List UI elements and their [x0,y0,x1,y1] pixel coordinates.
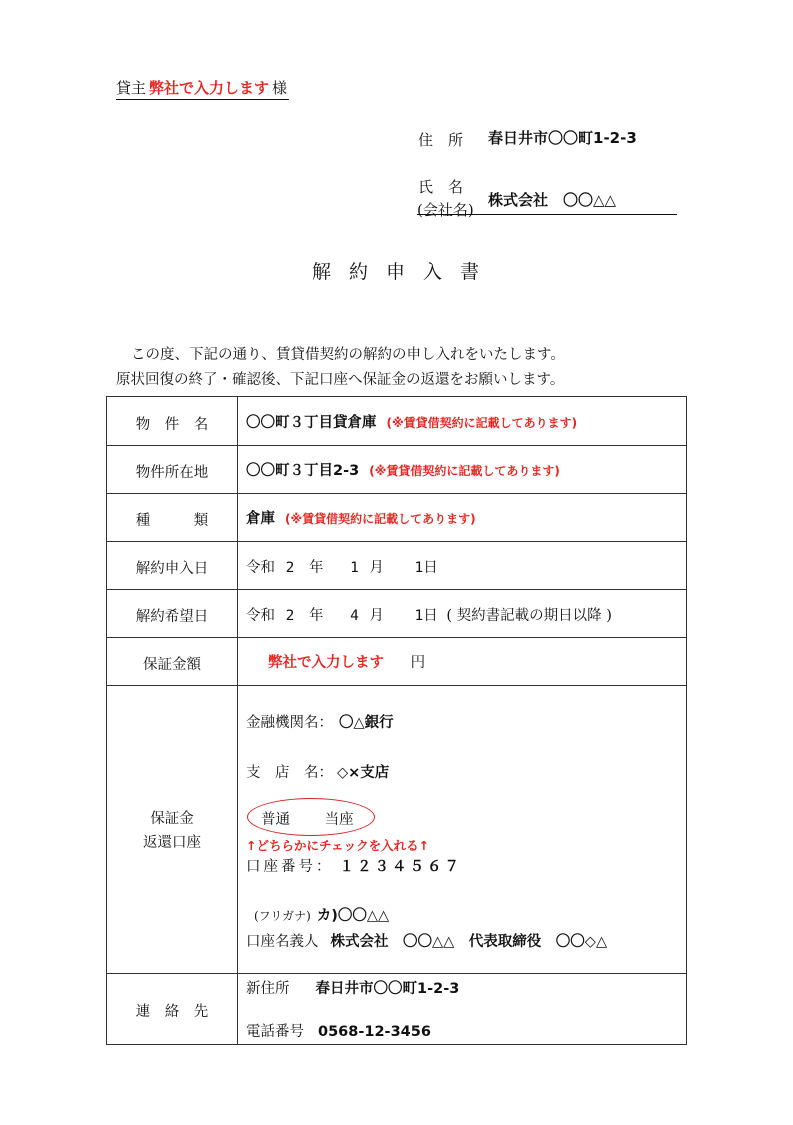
table-row-divider [107,637,686,638]
table-row-divider [107,685,686,686]
document-title: 解約申入書 [312,261,498,283]
type-label: 種 類 [135,513,209,529]
application-date-month-unit: 月 [369,560,384,576]
bank-label: 金融機関名： [246,715,333,731]
address-label: 住 所 [418,131,464,149]
application-date-day-unit: 日 [423,560,438,576]
property-name-note: (※賃貸借契約に記載してあります) [386,416,578,430]
account-type-ordinary[interactable]: 普通 [261,812,290,828]
desired-date-year: 2 [285,608,295,624]
account-holder-label: 口座名義人 [246,934,319,950]
application-table [106,396,687,1045]
desired-date-month: 4 [350,608,359,624]
furigana-label: (フリガナ) [254,909,311,923]
property-location-value: 〇〇町３丁目2-3 [246,463,360,479]
property-name-label: 物 件 名 [135,417,209,433]
phone-label: 電話番号 [246,1024,304,1040]
table-row-divider [107,973,686,974]
lender-prefix: 貸主 [116,79,147,97]
account-type-hint: ↑どちらかにチェックを入れる↑ [246,838,430,853]
furigana-value: カ)〇〇△△ [316,908,390,924]
account-number-row [246,855,462,876]
intro-line-2: 原状回復の終了・確認後、下記口座へ保証金の返還をお願いします。 [116,372,565,388]
account-number-label: 口座番号： [246,859,334,875]
new-address-label: 新住所 [246,981,290,997]
property-name-row [246,411,577,432]
desired-date-month-unit: 月 [369,608,384,624]
account-holder-value: 株式会社 〇〇△△ 代表取締役 〇〇◇△ [330,934,608,950]
application-date-label: 解約申入日 [135,561,209,577]
deposit-unit: 円 [410,655,426,671]
property-location-note: (※賃貸借契約に記載してあります) [369,464,560,478]
property-location-row [246,459,560,480]
deposit-row [268,651,425,672]
property-location-label: 物件所在地 [135,465,209,481]
branch-value: ◇×支店 [337,765,390,781]
type-row [246,507,476,528]
phone-row [246,1020,431,1041]
desired-date-era: 令和 [246,608,275,624]
account-holder-row [246,930,607,951]
deposit-label: 保証金額 [143,657,201,673]
intro-line-1: この度、下記の通り、賃貸借契約の解約の申し入れをいたします。 [131,347,565,363]
application-date-era: 令和 [246,560,275,576]
new-address-value: 春日井市〇〇町1-2-3 [315,981,460,997]
furigana-row [254,904,389,925]
deposit-value: 弊社で入力します [268,655,384,671]
address-value: 春日井市〇〇町1-2-3 [488,129,637,147]
desired-date-day-unit: 日 [423,608,438,624]
refund-account-label-1: 保証金 [150,811,194,827]
company-name-label: (会社名) [417,201,474,219]
application-date-day: 1 [414,560,424,576]
table-row-divider [107,541,686,542]
name-underline [417,214,677,215]
application-date-row [246,556,438,577]
name-label: 氏 名 [418,178,464,196]
new-address-row [246,977,459,998]
name-value: 株式会社 〇〇△△ [488,191,617,209]
desired-date-label: 解約希望日 [135,609,209,625]
type-value: 倉庫 [246,511,275,527]
table-row-divider [107,493,686,494]
bank-row [246,711,394,732]
type-note: (※賃貸借契約に記載してあります) [285,512,476,526]
lender-suffix: 様 [272,79,288,97]
desired-date-year-unit: 年 [308,608,324,624]
account-type-row [261,808,354,829]
branch-label: 支 店 名： [246,765,333,781]
application-date-year-unit: 年 [308,560,324,576]
phone-value: 0568-12-3456 [318,1024,431,1040]
application-date-month: 1 [350,560,359,576]
desired-date-row [246,604,612,625]
desired-date-day: 1 [414,608,424,624]
refund-account-label-2: 返還口座 [143,835,201,851]
contact-label: 連 絡 先 [135,1004,209,1020]
account-type-current[interactable]: 当座 [324,812,354,828]
application-date-year: 2 [285,560,295,576]
desired-date-remark: ( 契約書記載の期日以降 ) [446,608,612,624]
bank-value: 〇△銀行 [339,715,394,731]
table-row-divider [107,589,686,590]
lender-name: 弊社で入力します [149,79,270,97]
branch-row [246,761,389,782]
account-number-value: １２３４５６７ [339,859,462,875]
property-name-value: 〇〇町３丁目貸倉庫 [246,415,377,431]
lender-line [116,77,289,100]
table-row-divider [107,445,686,446]
table-column-divider [237,397,238,1044]
